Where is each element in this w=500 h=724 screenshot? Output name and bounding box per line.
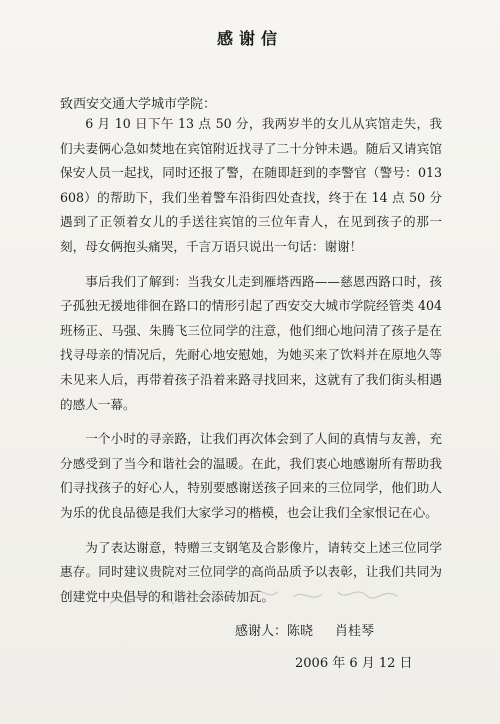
paragraph-1: 6 月 10 日下午 13 点 50 分，我两岁半的女儿从宾馆走失，我们夫妻俩心急如焚地在宾馆附近找寻了二十分钟未遇。随后又请宾馆保安人员一起找，同时还报了警，在随即赶到的李警官（警号：013608）的帮助下，我们坐着警车沿街四处查找，终于在 14 点 50 分遇到了正领着女儿的手送往宾馆的三位年青人，在见到孩子的那一刻，母女俩抱头痛哭，千言万语只说出一句话：谢谢！	[60, 116, 442, 254]
paragraph-3: 一个小时的寻亲路，让我们再次体会到了人间的真情与友善，充分感受到了当今和谐社会的温暖。在此，我们衷心地感谢所有帮助我们寻找孩子的好心人，特别要感谢送孩子回来的三位同学，他们助人为乐的优良品德是我们大家学习的楷模，也会让我们全家恨记在心。	[60, 431, 442, 520]
paragraph-2: 事后我们了解到：当我女儿走到雁塔西路——慈恩西路口时，孩子孤独无援地徘徊在路口的情形引起了西安交大城市学院经管类 404 班杨正、马强、朱腾飞三位同学的注意，他们细心地问清了孩子是在找寻母亲的情况后，先耐心地安慰她，为她买来了饮料并在原地久等未见来人后，再带着孩子沿着来路寻找回来，这就有了我们街头相遇的感人一幕。	[60, 273, 442, 412]
signature-line	[235, 620, 374, 644]
letter-body	[60, 112, 442, 619]
signature-label: 感谢人：	[235, 624, 288, 639]
letter-date: 2006 年 6 月 12 日	[295, 656, 413, 671]
signer-name-2: 肖桂琴	[335, 624, 375, 639]
letter-title: 感谢信	[216, 29, 283, 48]
signer-name-1: 陈晓	[287, 624, 314, 639]
paragraph-4: 为了表达谢意，特赠三支钢笔及合影像片，请转交上述三位同学惠存。同时建议贵院对三位同学的高尚品质予以表彰，让我们共同为创建党中央倡导的和谐社会添砖加瓦。	[60, 539, 442, 604]
salutation: 致西安交通大学城市学院：	[60, 97, 217, 112]
